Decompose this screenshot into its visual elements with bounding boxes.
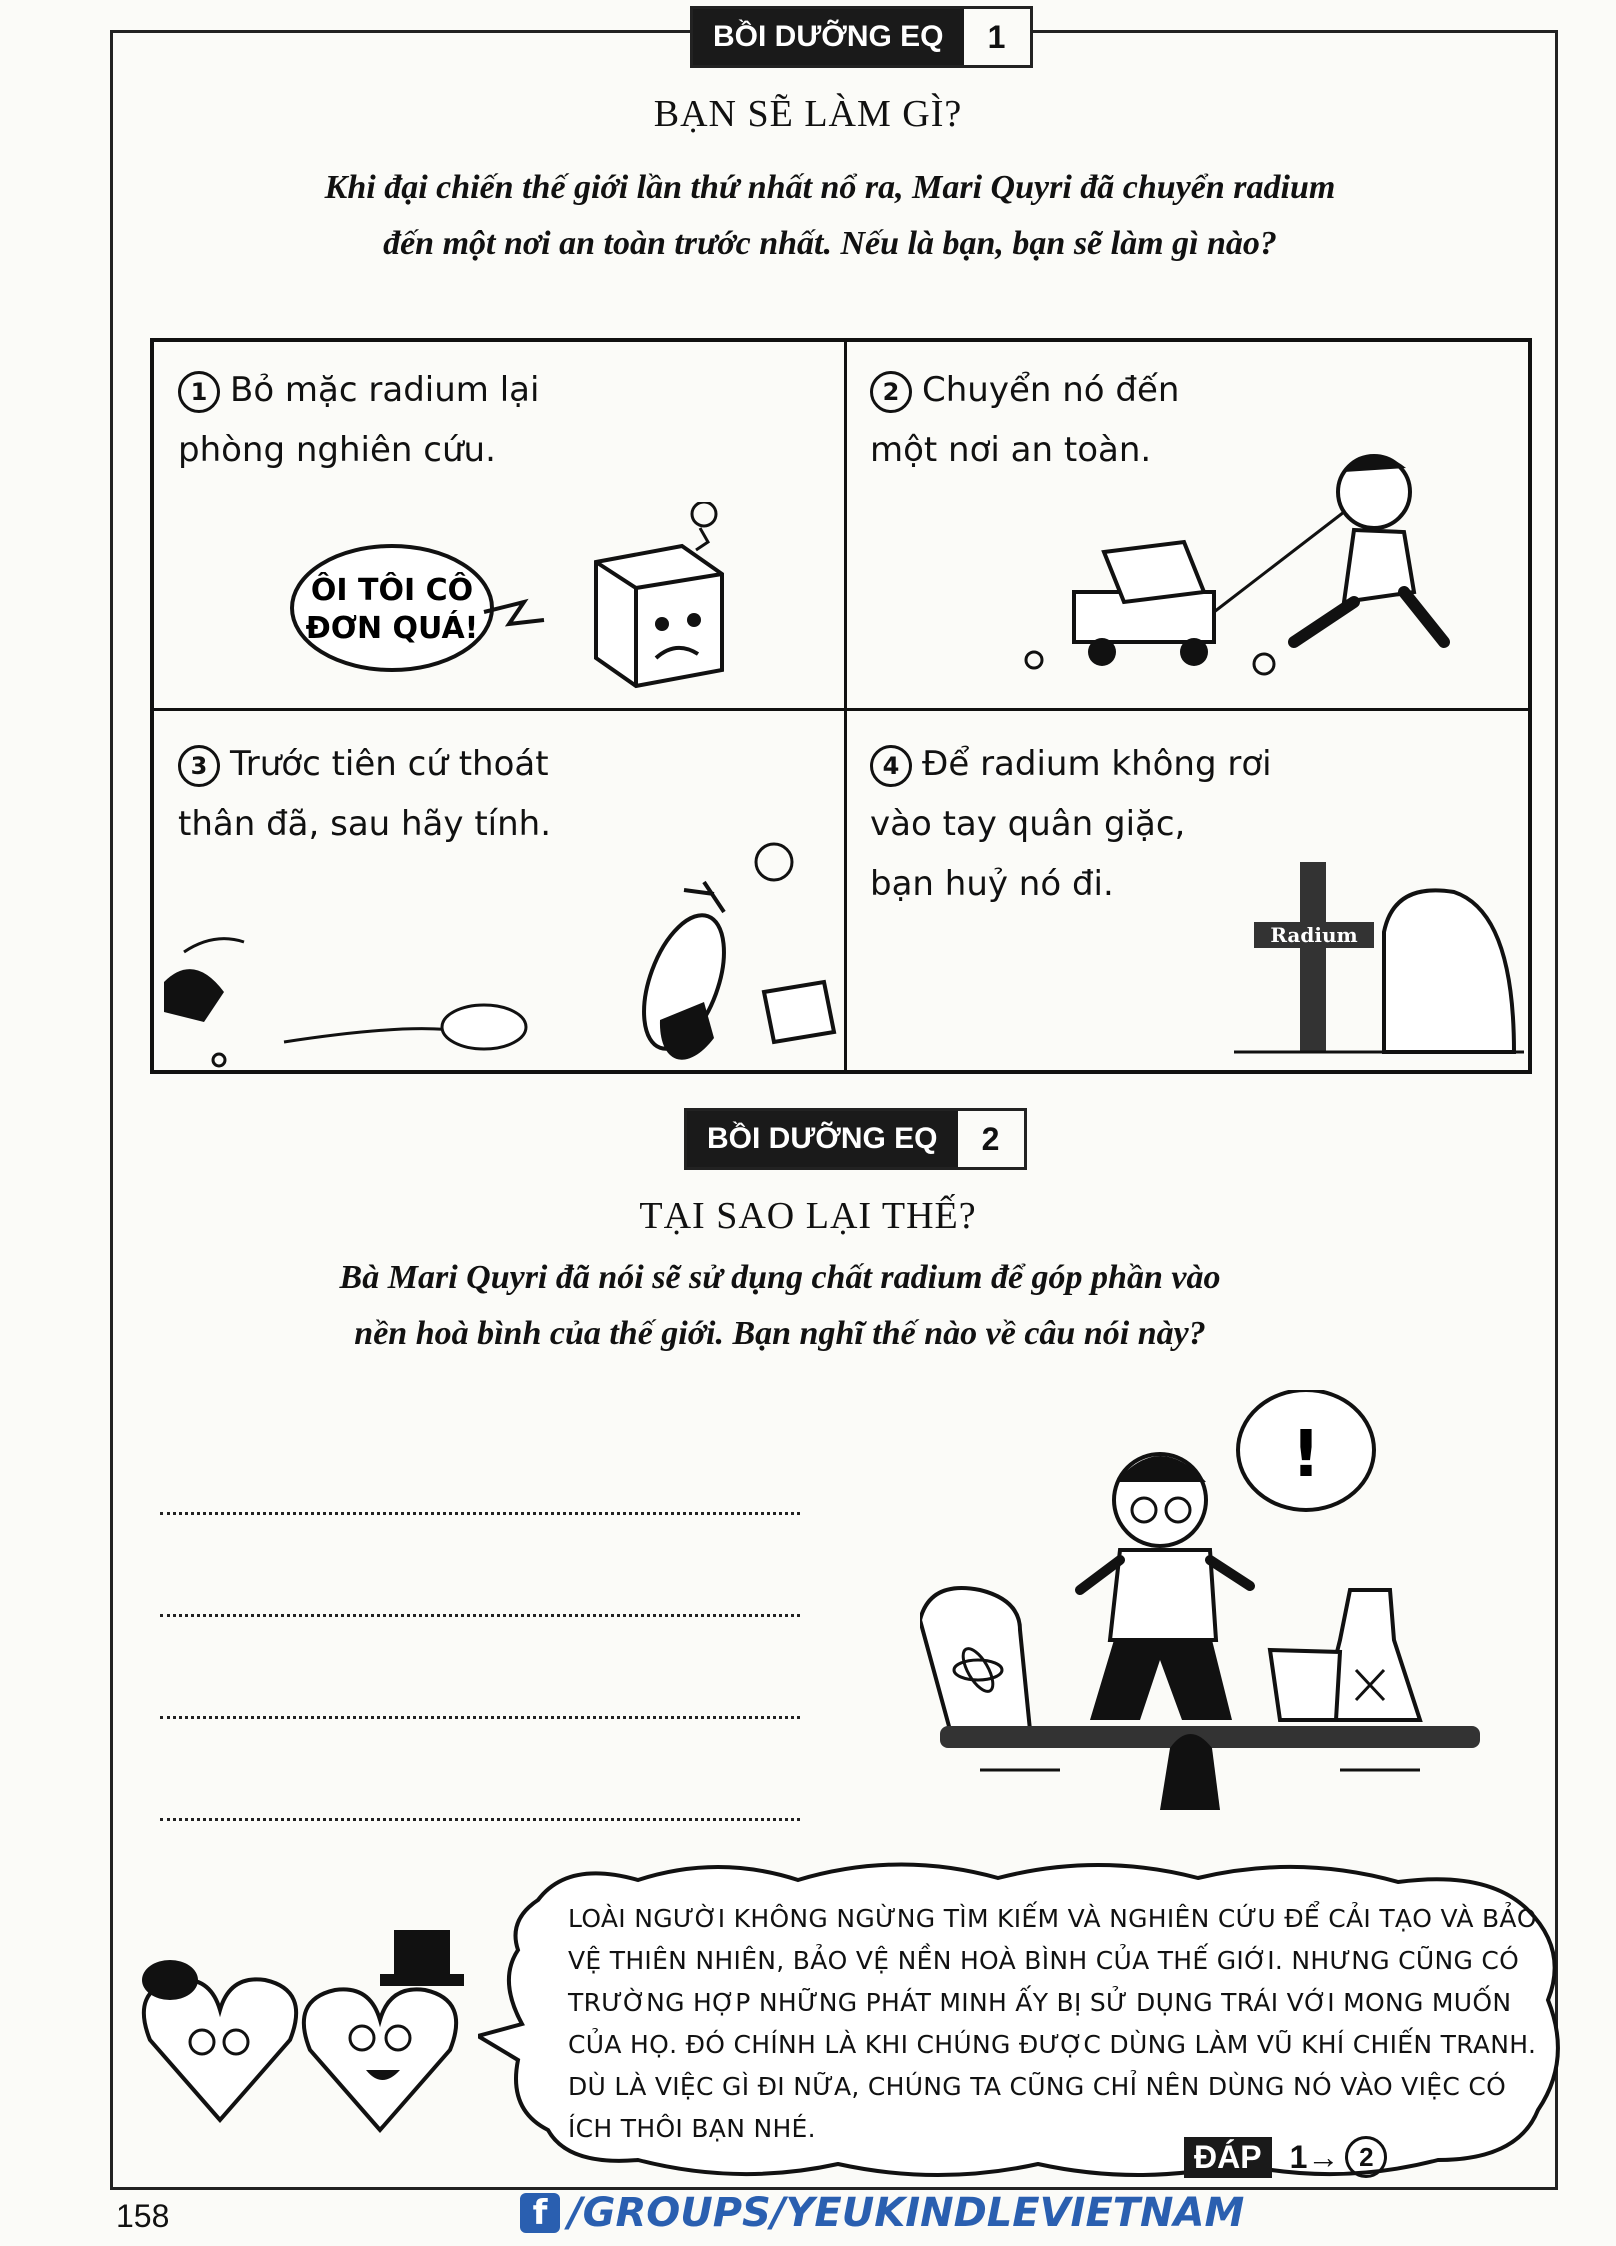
options-grid: [150, 338, 1532, 1074]
option-number: 1: [178, 371, 220, 413]
option-text: Để radium không rơi vào tay quân giặc, bạn huỷ nó đi.: [870, 744, 1272, 904]
answer-from: 1: [1289, 2138, 1308, 2175]
footer-text: /GROUPS/YEUKINDLEVIETNAM: [568, 2190, 1245, 2236]
option-text: Trước tiên cứ thoát thân đã, sau hãy tính.: [178, 744, 552, 844]
exclaim-mark: !: [1291, 1418, 1321, 1492]
answer-label: ĐÁP: [1184, 2137, 1272, 2178]
pulling-cart-illustration: [1014, 442, 1514, 692]
answer-to: 2: [1345, 2136, 1387, 2178]
answer-line[interactable]: [160, 1818, 800, 1821]
grid-divider: [844, 342, 847, 1070]
bomb-escape-illustration: [164, 842, 844, 1072]
answer-line[interactable]: [160, 1716, 800, 1719]
eq-tag-number: 1: [987, 18, 1006, 55]
option-1: [178, 360, 539, 480]
facebook-icon: f: [520, 2193, 560, 2233]
eq-tag-label: BỒI DƯỠNG EQ: [693, 9, 964, 65]
section1-question: [180, 160, 1480, 272]
speech-bubble-line1: ÔI TÔI CÔ: [310, 573, 474, 608]
lonely-box-illustration: [284, 502, 824, 702]
answer-arrow: →: [1307, 2138, 1340, 2175]
heart-characters: [130, 1930, 510, 2150]
option-number: 2: [870, 371, 912, 413]
seesaw-illustration: [920, 1390, 1480, 1810]
speech-bubble-line2: ĐƠN QUÁ!: [305, 611, 479, 646]
section1-title: BẠN SẼ LÀM GÌ?: [653, 93, 963, 135]
answer-line[interactable]: [160, 1512, 800, 1515]
explanation-text: LOÀI NGƯỜI KHÔNG NGỪNG TÌM KIẾM VÀ NGHIÊN CỨU ĐỂ CẢI TẠO VÀ BẢO VỆ THIÊN NHIÊN, BẢO VỆ NỀN HOÀ BÌNH CỦA THẾ GIỚI. NHƯNG CŨNG CÓ TRƯỜNG HỢP NHỮNG PHÁT MINH ẤY BỊ SỬ DỤNG TRÁI VỚI MONG MUỐN CỦA HỌ. ĐÓ CHÍNH LÀ KHI CHÚNG ĐƯỢC DÙNG LÀM VŨ KHÍ CHIẾN TRANH. DÙ LÀ VIỆC GÌ ĐI NỮA, CHÚNG TA CŨNG CHỈ NÊN DÙNG NÓ VÀO VIỆC CÓ ÍCH THÔI BẠN NHÉ.: [568, 1904, 1537, 2143]
answer-key: [1184, 2136, 1387, 2178]
grid-divider: [154, 708, 1528, 711]
option-3: [178, 734, 551, 854]
question-line: nền hoà bình của thế giới. Bạn nghĩ thế nào về câu nói này?: [354, 1315, 1206, 1352]
question-line: Khi đại chiến thế giới lần thứ nhất nổ ra, Mari Quyri đã chuyển radium: [324, 169, 1336, 206]
footer-link[interactable]: [520, 2190, 1244, 2236]
eq-tag-number: 2: [981, 1120, 1000, 1157]
option-4: [870, 734, 1272, 914]
answer-line[interactable]: [160, 1614, 800, 1617]
question-line: đến một nơi an toàn trước nhất. Nếu là bạn, bạn sẽ làm gì nào?: [383, 225, 1277, 262]
page-number: 158: [116, 2198, 170, 2234]
option-number: 3: [178, 745, 220, 787]
eq-tag-label: BỒI DƯỠNG EQ: [687, 1111, 958, 1167]
section2-question: [200, 1250, 1360, 1362]
option-text: Chuyển nó đến một nơi an toàn.: [870, 370, 1180, 470]
radium-grave-illustration: [1234, 852, 1534, 1072]
option-number: 4: [870, 745, 912, 787]
option-text: Bỏ mặc radium lại phòng nghiên cứu.: [178, 370, 540, 470]
question-line: Bà Mari Quyri đã nói sẽ sử dụng chất radium để góp phần vào: [339, 1259, 1221, 1296]
section2-title: TẠI SAO LẠI THẾ?: [639, 1195, 977, 1237]
eq-tag-1: [690, 6, 1033, 68]
eq-tag-2: [684, 1108, 1027, 1170]
cross-label: Radium: [1270, 923, 1358, 947]
